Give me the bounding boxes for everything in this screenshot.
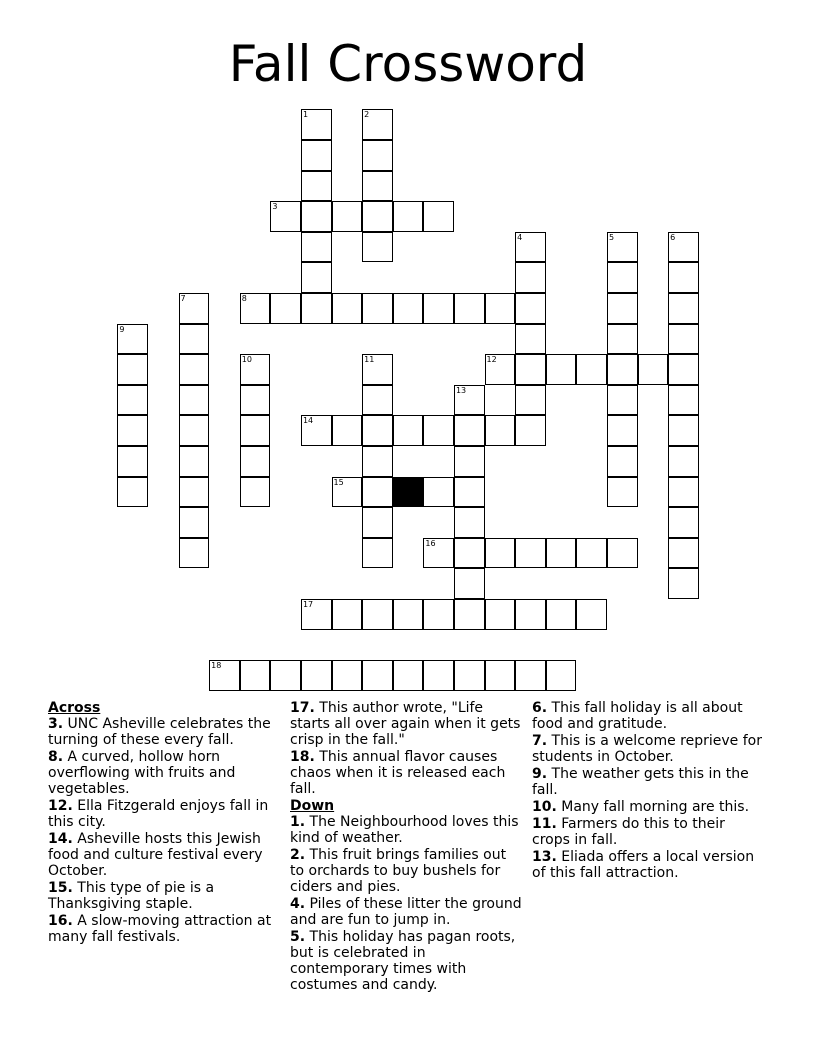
grid-cell[interactable]: [454, 477, 485, 508]
grid-cell[interactable]: [454, 293, 485, 324]
grid-cell[interactable]: [362, 415, 393, 446]
grid-cell[interactable]: [668, 568, 699, 599]
grid-cell[interactable]: [240, 446, 271, 477]
clue-item: [48, 913, 280, 945]
grid-cell[interactable]: [607, 446, 638, 477]
across-heading: Across: [48, 700, 101, 716]
clue-item: [532, 733, 764, 765]
grid-cell[interactable]: [485, 354, 516, 385]
clue-item-text: Farmers do this to their crops in fall.: [532, 816, 725, 848]
clue-item: [532, 700, 764, 732]
clue-item-number: 12.: [48, 798, 73, 814]
grid-cell[interactable]: [240, 385, 271, 416]
grid-cell[interactable]: [240, 415, 271, 446]
clue-item-text: This type of pie is a Thanksgiving staple.: [48, 880, 215, 912]
grid-cell[interactable]: [301, 293, 332, 324]
grid-cell[interactable]: [332, 477, 363, 508]
grid-cell[interactable]: [546, 538, 577, 569]
grid-cell[interactable]: [332, 293, 363, 324]
grid-cell[interactable]: [607, 262, 638, 293]
grid-cell[interactable]: [209, 660, 240, 691]
grid-cell[interactable]: [117, 385, 148, 416]
grid-cell[interactable]: [179, 446, 210, 477]
grid-cell[interactable]: [668, 477, 699, 508]
grid-cell[interactable]: [240, 354, 271, 385]
grid-cell[interactable]: [454, 446, 485, 477]
clue-number: 10: [241, 355, 252, 365]
grid-cell[interactable]: [362, 507, 393, 538]
grid-cell[interactable]: [332, 660, 363, 691]
grid-cell[interactable]: [362, 201, 393, 232]
grid-cell[interactable]: [668, 507, 699, 538]
grid-cell[interactable]: [485, 538, 516, 569]
grid-cell[interactable]: [607, 538, 638, 569]
grid-cell[interactable]: [270, 293, 301, 324]
grid-cell[interactable]: [454, 538, 485, 569]
grid-cell[interactable]: [668, 262, 699, 293]
grid-cell[interactable]: [454, 599, 485, 630]
clue-number: 6: [670, 232, 676, 242]
grid-cell[interactable]: [454, 507, 485, 538]
clue-item: [290, 814, 522, 846]
grid-cell[interactable]: [362, 446, 393, 477]
clue-item-number: 16.: [48, 913, 73, 929]
grid-cell[interactable]: [668, 324, 699, 355]
clue-item-number: 10.: [532, 799, 557, 815]
grid-cell[interactable]: [301, 232, 332, 263]
grid-cell[interactable]: [301, 599, 332, 630]
grid-cell[interactable]: [393, 293, 424, 324]
clue-number: 12: [486, 355, 497, 365]
clue-number: 13: [455, 385, 467, 395]
grid-cell[interactable]: [668, 232, 699, 263]
grid-cell[interactable]: [607, 232, 638, 263]
grid-cell[interactable]: [576, 538, 607, 569]
grid-cell[interactable]: [240, 660, 271, 691]
grid-cell[interactable]: [179, 538, 210, 569]
clue-item: [48, 798, 280, 830]
grid-cell[interactable]: [423, 415, 454, 446]
grid-cell[interactable]: [576, 354, 607, 385]
clue-item-text: This is a welcome reprieve for students in October.: [532, 733, 762, 765]
clue-item-text: A curved, hollow horn overflowing with fruits and vegetables.: [48, 749, 236, 797]
grid-cell[interactable]: [117, 324, 148, 355]
grid-cell[interactable]: [668, 446, 699, 477]
grid-cell[interactable]: [362, 538, 393, 569]
clue-item: [48, 880, 280, 912]
clue-item: [48, 716, 280, 748]
grid-cell[interactable]: [485, 660, 516, 691]
grid-cell[interactable]: [301, 109, 332, 140]
grid-cell[interactable]: [179, 293, 210, 324]
grid-cell[interactable]: [117, 415, 148, 446]
clue-item-number: 2.: [290, 847, 306, 863]
clue-item-number: 18.: [290, 749, 315, 765]
clue-item: [532, 799, 764, 815]
grid-cell[interactable]: [515, 385, 546, 416]
grid-cell[interactable]: [393, 415, 424, 446]
clue-column-1: [48, 700, 280, 946]
grid-cell[interactable]: [485, 293, 516, 324]
grid-cell[interactable]: [423, 293, 454, 324]
clue-item-text: This holiday has pagan roots, but is celebrated in contemporary times with costumes and candy.: [290, 929, 516, 993]
black-cell: [393, 477, 424, 508]
clue-number: 9: [119, 324, 125, 334]
clue-item-text: UNC Asheville celebrates the turning of these every fall.: [48, 716, 271, 748]
clue-number: 14: [302, 416, 314, 426]
clue-item-text: The Neighbourhood loves this kind of weather.: [290, 814, 519, 846]
clue-item-number: 1.: [290, 814, 306, 830]
clue-number: 2: [364, 110, 370, 120]
clue-item-number: 9.: [532, 766, 548, 782]
grid-cell[interactable]: [301, 262, 332, 293]
clue-item-number: 8.: [48, 749, 64, 765]
clue-column-3: [532, 700, 764, 882]
grid-cell[interactable]: [179, 324, 210, 355]
clue-item-text: Eliada offers a local version of this fall attraction.: [532, 849, 755, 881]
clue-item-text: A slow-moving attraction at many fall festivals.: [48, 913, 272, 945]
grid-cell[interactable]: [362, 140, 393, 171]
clue-item-number: 5.: [290, 929, 306, 945]
grid-cell[interactable]: [362, 354, 393, 385]
grid-cell[interactable]: [179, 415, 210, 446]
grid-cell[interactable]: [179, 477, 210, 508]
clue-number: 5: [608, 232, 615, 242]
grid-cell[interactable]: [332, 415, 363, 446]
clue-item-number: 4.: [290, 896, 306, 912]
grid-cell[interactable]: [423, 477, 454, 508]
grid-cell[interactable]: [638, 354, 669, 385]
grid-cell[interactable]: [393, 599, 424, 630]
grid-cell[interactable]: [607, 293, 638, 324]
clue-item-number: 13.: [532, 849, 557, 865]
grid-cell[interactable]: [117, 477, 148, 508]
clue-item-number: 6.: [532, 700, 548, 716]
grid-cell[interactable]: [362, 232, 393, 263]
grid-cell[interactable]: [668, 385, 699, 416]
grid-cell[interactable]: [240, 293, 271, 324]
grid-cell[interactable]: [515, 660, 546, 691]
grid-cell[interactable]: [515, 293, 546, 324]
clue-item: [290, 847, 522, 895]
grid-cell[interactable]: [607, 324, 638, 355]
grid-cell[interactable]: [332, 201, 363, 232]
grid-cell[interactable]: [362, 171, 393, 202]
grid-cell[interactable]: [515, 415, 546, 446]
grid-cell[interactable]: [270, 660, 301, 691]
clue-item: [532, 849, 764, 881]
grid-cell[interactable]: [362, 660, 393, 691]
grid-cell[interactable]: [668, 538, 699, 569]
grid-cell[interactable]: [668, 354, 699, 385]
grid-cell[interactable]: [362, 385, 393, 416]
clue-item-text: Many fall morning are this.: [556, 799, 750, 815]
grid-cell[interactable]: [393, 201, 424, 232]
clue-item-text: This fall holiday is all about food and gratitude.: [532, 700, 743, 732]
grid-cell[interactable]: [423, 538, 454, 569]
grid-cell[interactable]: [515, 599, 546, 630]
grid-cell[interactable]: [332, 599, 363, 630]
grid-cell[interactable]: [546, 660, 577, 691]
grid-cell[interactable]: [270, 201, 301, 232]
grid-cell[interactable]: [515, 232, 546, 263]
down-heading: Down: [290, 798, 335, 814]
grid-cell[interactable]: [117, 354, 148, 385]
grid-cell[interactable]: [423, 201, 454, 232]
grid-cell[interactable]: [454, 660, 485, 691]
grid-cell[interactable]: [515, 262, 546, 293]
grid-cell[interactable]: [301, 201, 332, 232]
grid-cell[interactable]: [546, 354, 577, 385]
clue-number: 16: [425, 538, 436, 548]
grid-cell[interactable]: [454, 385, 485, 416]
grid-cell[interactable]: [668, 293, 699, 324]
grid-cell[interactable]: [515, 324, 546, 355]
clue-number: 11: [364, 355, 375, 365]
grid-cell[interactable]: [485, 599, 516, 630]
clue-item-number: 3.: [48, 716, 64, 732]
clue-number: 8: [241, 293, 247, 303]
grid-cell[interactable]: [179, 385, 210, 416]
clue-item-number: 17.: [290, 700, 315, 716]
grid-cell[interactable]: [607, 354, 638, 385]
grid-cell[interactable]: [607, 477, 638, 508]
grid-cell[interactable]: [515, 538, 546, 569]
clue-item: [290, 700, 522, 748]
clue-number: 17: [302, 599, 314, 609]
clue-column-2: [290, 700, 522, 994]
clue-item-text: Piles of these litter the ground and are fun to jump in.: [290, 896, 522, 928]
clue-item-number: 14.: [48, 831, 73, 847]
clue-item-text: This annual flavor causes chaos when it is released each fall.: [290, 749, 506, 797]
clue-number: 1: [302, 110, 309, 120]
grid-cell[interactable]: [362, 477, 393, 508]
grid-cell[interactable]: [179, 507, 210, 538]
grid-cell[interactable]: [393, 660, 424, 691]
clue-item-number: 11.: [532, 816, 557, 832]
clue-number: 15: [333, 477, 344, 487]
grid-cell[interactable]: [301, 660, 332, 691]
grid-cell[interactable]: [423, 599, 454, 630]
clue-item: [48, 749, 280, 797]
clue-item-text: The weather gets this in the fall.: [532, 766, 749, 798]
grid-cell[interactable]: [576, 599, 607, 630]
clue-number: 7: [180, 293, 186, 303]
grid-cell[interactable]: [454, 415, 485, 446]
grid-cell[interactable]: [117, 446, 148, 477]
clue-item: [290, 749, 522, 797]
clue-item-number: 15.: [48, 880, 73, 896]
clue-number: 4: [517, 232, 523, 242]
clue-item: [532, 766, 764, 798]
grid-cell[interactable]: [454, 568, 485, 599]
grid-cell[interactable]: [485, 415, 516, 446]
clue-item: [290, 896, 522, 928]
grid-cell[interactable]: [362, 293, 393, 324]
clue-item-text: Asheville hosts this Jewish food and culture festival every October.: [48, 831, 263, 879]
clue-item-text: Ella Fitzgerald enjoys fall in this city.: [48, 798, 269, 830]
clue-item-number: 7.: [532, 733, 548, 749]
clue-number: 18: [211, 661, 222, 671]
grid-cell[interactable]: [515, 354, 546, 385]
clue-item: [48, 831, 280, 879]
grid-cell[interactable]: [362, 109, 393, 140]
grid-cell[interactable]: [301, 140, 332, 171]
grid-cell[interactable]: [240, 477, 271, 508]
grid-cell[interactable]: [546, 599, 577, 630]
clue-item-text: This author wrote, "Life starts all over again when it gets crisp in the fall.": [290, 700, 521, 748]
grid-cell[interactable]: [301, 171, 332, 202]
clue-number: 3: [272, 202, 278, 212]
clue-item: [532, 816, 764, 848]
grid-cell[interactable]: [362, 599, 393, 630]
clue-item-text: This fruit brings families out to orchards to buy bushels for ciders and pies.: [290, 847, 507, 895]
clue-item: [290, 929, 522, 993]
grid-cell[interactable]: [607, 415, 638, 446]
grid-cell[interactable]: [668, 415, 699, 446]
page-title: Fall Crossword: [228, 35, 588, 93]
grid-cell[interactable]: [179, 354, 210, 385]
grid-cell[interactable]: [301, 415, 332, 446]
grid-cell[interactable]: [607, 385, 638, 416]
grid-cell[interactable]: [423, 660, 454, 691]
